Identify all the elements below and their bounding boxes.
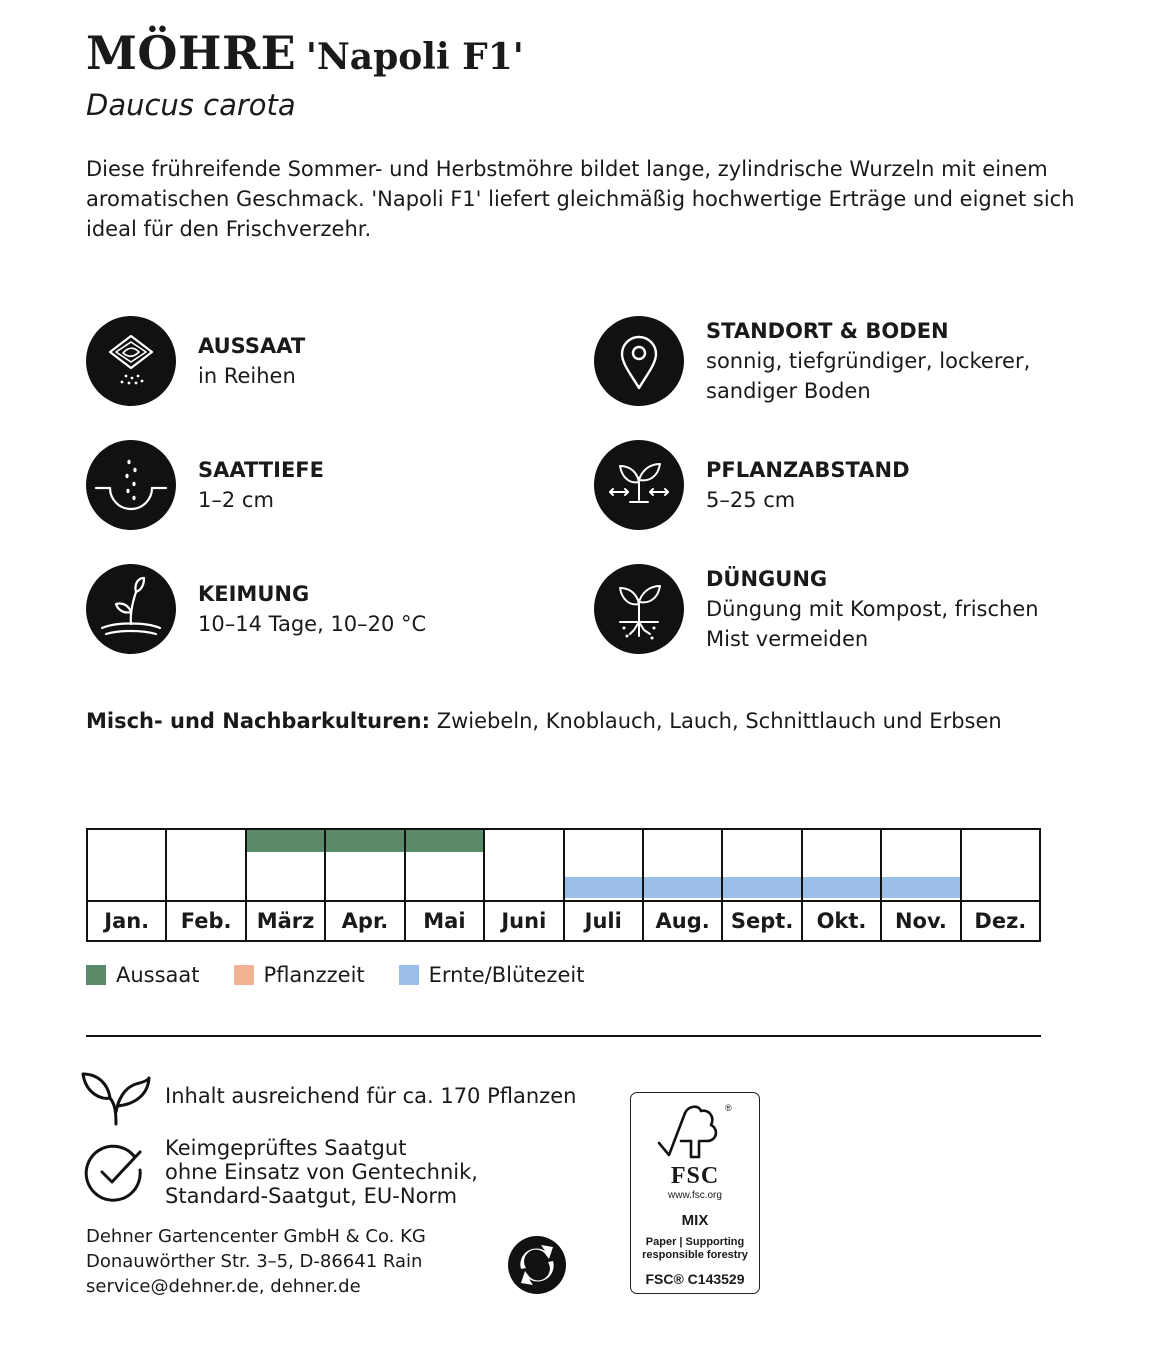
fertilizer-plant-icon: [594, 564, 684, 654]
legend-item-aussaat: [86, 963, 200, 987]
companion-label: Misch- und Nachbarkulturen:: [86, 709, 431, 733]
variety-name: 'Napoli F1': [305, 36, 524, 78]
fsc-brand: FSC: [670, 1163, 720, 1189]
calendar-month: [326, 830, 405, 940]
harvest-bar: [803, 877, 880, 898]
feature-label: PFLANZABSTAND: [706, 458, 910, 482]
product-title: [86, 26, 524, 80]
fsc-code: FSC® C143529: [645, 1271, 745, 1287]
quality-text: [165, 1136, 478, 1208]
feature-label: KEIMUNG: [198, 582, 310, 606]
fsc-label: [630, 1092, 760, 1294]
calendar-legend: [86, 963, 618, 987]
quality-line: ohne Einsatz von Gentechnik,: [165, 1160, 478, 1184]
calendar-month-label: Jan.: [104, 909, 150, 933]
sprout-icon: [86, 564, 176, 654]
calendar-month-label: Sept.: [730, 909, 794, 933]
fsc-tree-logo: [655, 1103, 737, 1163]
legend-label: Ernte/Blütezeit: [428, 963, 585, 987]
feature-value: 5–25 cm: [706, 488, 796, 512]
legend-swatch: [86, 965, 106, 985]
calendar-month: [167, 830, 246, 940]
feature-value: 10–14 Tage, 10–20 °C: [198, 612, 427, 636]
calendar-month: [406, 830, 485, 940]
calendar-month-bar-area: [406, 830, 483, 902]
feature-value: 1–2 cm: [198, 488, 274, 512]
calendar-month: [962, 830, 1039, 940]
quality-line: Standard-Saatgut, EU-Norm: [165, 1184, 458, 1208]
plant-count-text: Inhalt ausreichend für ca. 170 Pflanzen: [165, 1084, 577, 1108]
legend-swatch: [399, 965, 419, 985]
calendar-month-bar-area: [803, 830, 880, 902]
calendar-month-bar-area: [88, 830, 165, 902]
fsc-paper-line: Paper | Supporting: [645, 1236, 745, 1248]
sowing-calendar: [86, 828, 1041, 942]
calendar-month: [803, 830, 882, 940]
calendar-month-bar-area: [723, 830, 800, 902]
calendar-month-bar-area: [962, 830, 1039, 902]
calendar-month-label: Dez.: [974, 909, 1027, 933]
address-line: Donauwörther Str. 3–5, D-86641 Rain: [86, 1251, 423, 1272]
location-pin-icon: [594, 316, 684, 406]
sowing-bar: [326, 830, 403, 852]
fsc-url: www.fsc.org: [668, 1190, 722, 1201]
calendar-month-bar-area: [882, 830, 959, 902]
calendar-month-bar-area: [326, 830, 403, 902]
recycling-icon: [507, 1235, 567, 1295]
calendar-month: [88, 830, 167, 940]
calendar-month-bar-area: [644, 830, 721, 902]
plant-spacing-icon: [594, 440, 684, 530]
legend-item-pflanzzeit: [234, 963, 365, 987]
feature-label: STANDORT & BODEN: [706, 319, 949, 343]
calendar-month-label: Nov.: [894, 909, 947, 933]
product-name: MÖHRE: [86, 26, 297, 80]
divider: [86, 1035, 1041, 1037]
calendar-month: [247, 830, 326, 940]
seed-packet-icon: [86, 316, 176, 406]
feature-saattiefe: [86, 440, 556, 536]
svg-text:®: ®: [725, 1103, 732, 1113]
feature-duengung: [594, 564, 1064, 660]
calendar-month-bar-area: [247, 830, 324, 902]
calendar-month: [565, 830, 644, 940]
harvest-bar: [565, 877, 642, 898]
calendar-month-label: Mai: [423, 909, 466, 933]
harvest-bar: [882, 877, 959, 898]
calendar-month: [644, 830, 723, 940]
feature-label: DÜNGUNG: [706, 567, 828, 591]
harvest-bar: [723, 877, 800, 898]
calendar-month-label: Aug.: [655, 909, 710, 933]
feature-value: sonnig, tiefgründiger, lockerer, sandiger Boden: [706, 349, 1031, 403]
legend-item-ernte: [399, 963, 585, 987]
legend-label: Pflanzzeit: [263, 963, 365, 987]
calendar-month-label: Juni: [501, 909, 547, 933]
address-line: service@dehner.de, dehner.de: [86, 1276, 361, 1297]
calendar-month: [723, 830, 802, 940]
calendar-month-label: Feb.: [180, 909, 232, 933]
legend-label: Aussaat: [116, 963, 200, 987]
address-line: Dehner Gartencenter GmbH & Co. KG: [86, 1226, 426, 1247]
feature-aussaat: [86, 316, 556, 412]
calendar-month-label: März: [256, 909, 315, 933]
quality-line: Keimgeprüftes Saatgut: [165, 1136, 407, 1160]
latin-name: Daucus carota: [86, 88, 296, 122]
fsc-paper-text: [631, 1236, 759, 1262]
calendar-month-bar-area: [167, 830, 244, 902]
harvest-bar: [644, 877, 721, 898]
feature-value: Düngung mit Kompost, frischen Mist vermeiden: [706, 597, 1039, 651]
checkmark-circle-icon: [84, 1142, 144, 1202]
fsc-mix: MIX: [681, 1212, 709, 1229]
seed-depth-icon: [86, 440, 176, 530]
company-address: [86, 1224, 426, 1299]
calendar-month-label: Juli: [584, 909, 622, 933]
sowing-bar: [406, 830, 483, 852]
calendar-month-label: Okt.: [816, 909, 867, 933]
companion-plants: [86, 709, 1002, 733]
calendar-month-bar-area: [485, 830, 562, 902]
seedling-icon: [80, 1068, 152, 1126]
sowing-bar: [247, 830, 324, 852]
feature-standort: [594, 316, 1064, 412]
calendar-month: [485, 830, 564, 940]
calendar-month: [882, 830, 961, 940]
companion-value: Zwiebeln, Knoblauch, Lauch, Schnittlauch und Erbsen: [436, 709, 1002, 733]
calendar-month-label: Apr.: [341, 909, 389, 933]
feature-pflanzabstand: [594, 440, 1064, 536]
calendar-month-bar-area: [565, 830, 642, 902]
legend-swatch: [234, 965, 254, 985]
feature-label: SAATTIEFE: [198, 458, 324, 482]
feature-keimung: [86, 564, 556, 660]
feature-label: AUSSAAT: [198, 334, 306, 358]
product-description: Diese frühreifende Sommer- und Herbstmöhre bildet lange, zylindrische Wurzeln mit einem aromatischen Geschmack. 'Napoli F1' liefert gleichmäßig hochwertige Erträge und eignet sich ideal für den Frischverzehr.: [86, 157, 1075, 241]
fsc-paper-line: responsible forestry: [642, 1249, 748, 1261]
feature-value: in Reihen: [198, 364, 296, 388]
